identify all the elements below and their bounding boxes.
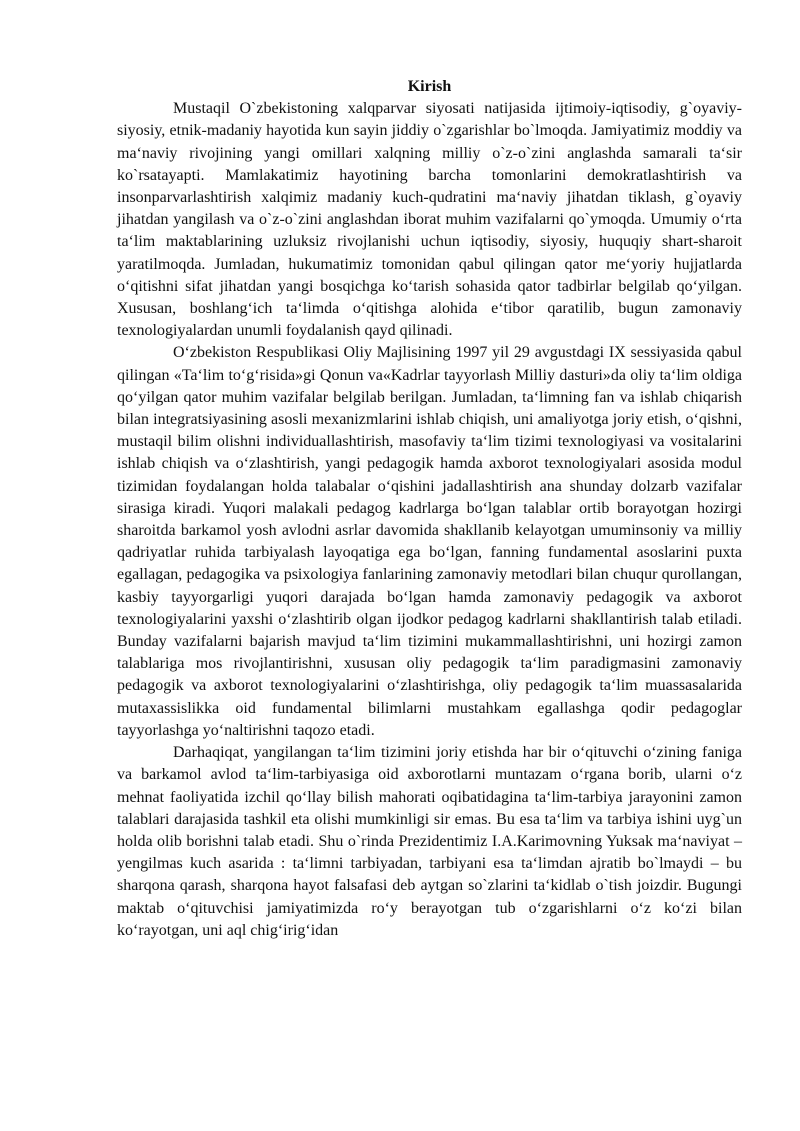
paragraph-1: Mustaqil O`zbekistoning xalqparvar siyosati natijasida ijtimoiy-iqtisodiy, g`oyaviy-siyosiy, etnik-madaniy hayotida kun sayin jiddiy o`zgarishlar bo`lmoqda. Jamiyatimiz moddiy va ma‘naviy rivojining yangi omillari xalqning milliy o`z-o`zini anglashda samarali ta‘sir ko`rsatayapti. Mamlakatimiz hayotining barcha tomonlarini demokratlashtirish va insonparvarlashtirish xalqimiz madaniy kuch-qudratini ma‘naviy jihatdan tiklash, g`oyaviy jihatdan yangilash va o`z-o`zini anglashdan iborat muhim vazifalarni qo`ymoqda. Umumiy o‘rta ta‘lim maktablarining uzluksiz rivojlanishi uchun iqtisodiy, siyosiy, huquqiy shart-sharoit yaratilmoqda. Jumladan, hukumatimiz tomonidan qabul qilingan qator me‘yoriy hujjatlarda o‘qitishni sifat jihatdan yangi bosqichga ko‘tarish sohasida qator tadbirlar belgilab qo‘yilgan. Xususan, boshlang‘ich ta‘limda o‘qitishga alohida e‘tibor qaratilib, bugun zamonaviy texnologiyalardan unumli foydalanish qayd qilinadi.: [117, 100, 742, 340]
paragraph-2: O‘zbekiston Respublikasi Oliy Majlisining 1997 yil 29 avgustdagi IX sessiyasida qabul qilingan «Ta‘lim to‘g‘risida»gi Qonun va«Kadrlar tayyorlash Milliy dasturi»da oliy ta‘lim oldiga qo‘yilgan qator muhim vazifalar belgilab berilgan. Jumladan, ta‘limning fan va ishlab chiqarish bilan integratsiyasining asosli mexanizmlarini ishlab chiqish, uni amaliyotga joriy etish, o‘qishni, mustaqil bilim olishni individuallashtirish, masofaviy ta‘lim tizimi texnologiyasi va vositalarini ishlab chiqish va o‘zlashtirish, yangi pedagogik hamda axborot texnologiyalari asosida modul tizimidan foydalangan holda talabalar o‘qishini jadallashtirish ana shunday dolzarb vazifalar sirasiga kiradi. Yuqori malakali pedagog kadrlarga bo‘lgan talablar ortib borayotgan hozirgi sharoitda barkamol yosh avlodni asrlar davomida shakllanib kelayotgan umuminsoniy va milliy qadriyatlar ruhida tarbiyalash layoqatiga ega bo‘lgan, fanning fundamental asoslarini puxta egallagan, pedagogika va psixologiya fanlarining zamonaviy metodlari bilan chuqur qurollangan, kasbiy tayyorgarligi yuqori darajada bo‘lgan hamda zamonaviy pedagogik va axborot texnologiyalarini yaxshi o‘zlashtirib olgan ijodkor pedagog kadrlarni shakllantirish talab etiladi. Bunday vazifalarni bajarish mavjud ta‘lim tizimini mukammallashtirishni, uni hozirgi zamon talablariga mos rivojlantirishni, xususan oliy pedagogik ta‘lim paradigmasini zamonaviy pedagogik va axborot texnologiyalarini o‘zlashtirishga, oliy pedagogik ta‘lim muassasalarida mutaxassislikka oid fundamental bilimlarni mustahkam egallashga qodir pedagoglar tayyorlashga yo‘naltirishni taqozo etadi.: [117, 344, 742, 739]
document-title: Kirish: [407, 78, 452, 95]
paragraph-3: Darhaqiqat, yangilangan ta‘lim tizimini joriy etishda har bir o‘qituvchi o‘zining faniga va barkamol avlod ta‘lim-tarbiyasiga oid axborotlarni muntazam o‘rgana borib, ularni o‘z mehnat faoliyatida izchil qo‘llay bilish mahorati oqibatidagina ta‘lim-tarbiya jarayonini zamon talablari darajasida tashkil eta olishi mumkinligi sir emas. Bu esa ta‘lim va tarbiya ishini uyg`un holda olib borishni talab etadi. Shu o`rinda Prezidentimiz I.A.Karimovning Yuksak ma‘naviyat – yengilmas kuch asarida : ta‘limni tarbiyadan, tarbiyani esa ta‘limdan ajratib bo`lmaydi – bu sharqona qarash, sharqona hayot falsafasi deb aytgan so`zlarini ta‘kidlab o`tish joizdir. Bugungi maktab o‘qituvchisi jamiyatimizda ro‘y berayotgan tub o‘zgarishlarni o‘z ko‘zi bilan ko‘rayotgan, uni aql chig‘irig‘idan: [117, 744, 742, 939]
document-page: [117, 76, 742, 942]
